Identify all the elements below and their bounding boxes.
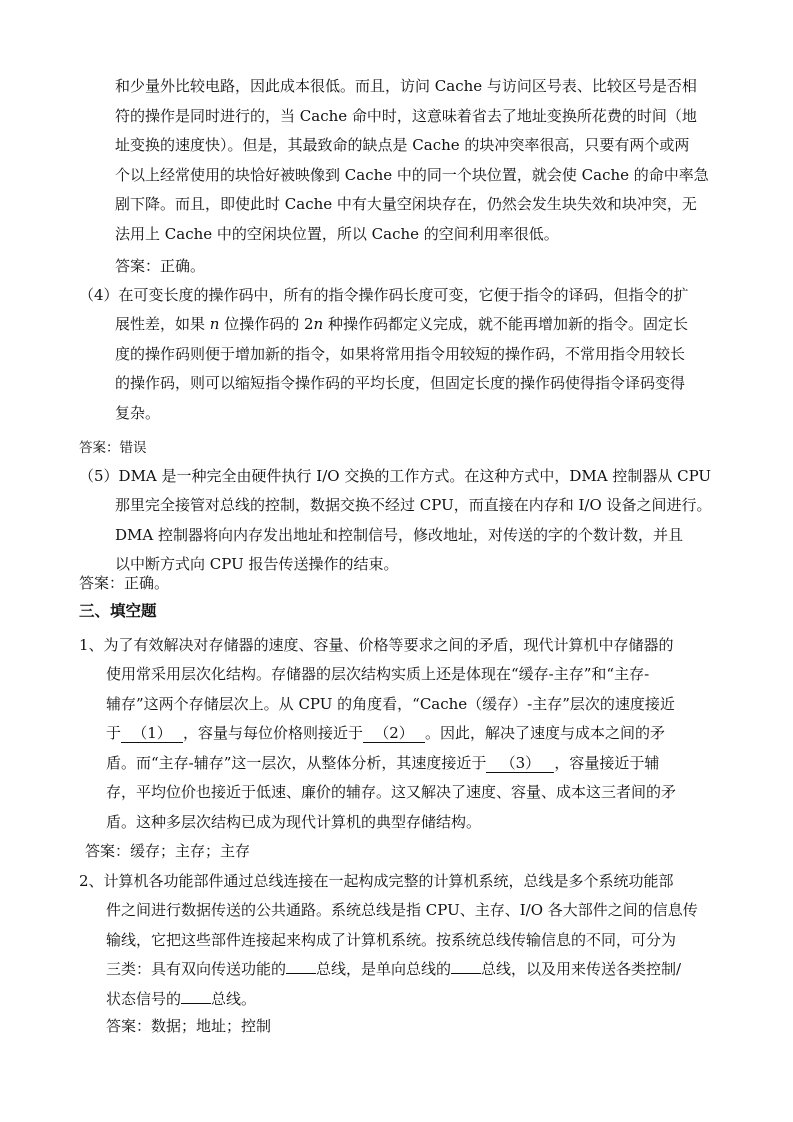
fill-question-1-body — [106, 660, 676, 837]
blank-bus-3 — [181, 1003, 211, 1004]
text-line: 输线，它把这些部件连接起来构成了计算机系统。按系统总线传输信息的不同，可分为 — [106, 930, 677, 949]
section-heading-fill-in: 三、填空题 — [79, 601, 157, 620]
text-line: 2、计算机各功能部件通过总线连接在一起构成完整的计算机系统，总线是多个系统功能部 — [79, 872, 674, 890]
answer-5: 答案：正确。 — [79, 574, 170, 592]
text-line: 和少量外比较电路，因此成本很低。而且，访问 Cache 与访问区号表、比较区号是否相 — [115, 77, 697, 95]
text-line: 度的操作码则便于增加新的指令，如果将常用指令用较短的操作码，不常用指令用较长 — [115, 344, 686, 363]
text-line: 那里完全接管对总线的控制，数据交换不经过 CPU，而直接在内存和 I/O 设备之间进行。 — [115, 496, 712, 514]
blank-1: （1） — [121, 724, 183, 743]
text-line: 三类：具有双向传送功能的 总线，是单向总线的 总线，以及用来传送各类控制/ — [106, 960, 682, 978]
text-line: 盾。而“主存-辅存”这一层次，从整体分析，其速度接近于 （3） ，容量接近于辅 — [106, 753, 660, 772]
text-line: 存，平均位价也接近于低速、廉价的辅存。这又解决了速度、容量、成本这三者间的矛 — [106, 783, 677, 801]
fill-answer-1: 答案：缓存；主存；主存 — [85, 842, 251, 860]
text-line: （5）DMA 是一种完全由硬件执行 I/O 交换的工作方式。在这种方式中，DMA 控制器从 CPU — [79, 467, 712, 485]
text-line: DMA 控制器将向内存发出地址和控制信号，修改地址，对传送的字的个数计数，并且 — [115, 525, 683, 544]
fill-answer-2: 答案：数据；地址；控制 — [106, 1017, 272, 1035]
text-line: 于 （1） ，容量与每位价格则接近于 （2） 。因此，解决了速度与成本之间的矛 — [106, 724, 666, 742]
answer-4: 答案：错误 — [79, 440, 147, 456]
text-line: 个以上经常使用的块恰好被映像到 Cache 中的同一个块位置，就会使 Cache 的命中率急 — [115, 165, 709, 184]
text-line: 使用常采用层次化结构。存储器的层次结构实质上还是体现在“缓存-主存”和“主存- — [106, 665, 650, 683]
question-4-body — [115, 310, 688, 428]
blank-2: （2） — [363, 724, 425, 743]
fill-question-2 — [79, 867, 674, 897]
text-line: 展性差，如果 n 位操作码的 2n 种操作码都定义完成，就不能再增加新的指令。固定长 — [115, 315, 688, 333]
blank-3: （3） — [486, 754, 554, 773]
text-line: 符的操作是同时进行的，当 Cache 命中时，这意味着省去了地址变换所花费的时间（地 — [115, 106, 697, 125]
text-line: 址变换的速度快）。但是，其最致命的缺点是 Cache 的块冲突率很高，只要有两个或两 — [115, 136, 690, 154]
blank-bus-1 — [286, 973, 316, 974]
text-line: （4）在可变长度的操作码中，所有的指令操作码长度可变，它便于指令的译码，但指令的扩 — [79, 286, 689, 304]
paragraph-cache-continuation — [115, 72, 709, 249]
text-line: 1、为了有效解决对存储器的速度、容量、价格等要求之间的矛盾，现代计算机中存储器的 — [79, 636, 674, 654]
text-line: 复杂。 — [115, 403, 161, 422]
text-line: 以中断方式向 CPU 报告传送操作的结束。 — [115, 555, 399, 573]
blank-bus-2 — [451, 973, 481, 974]
text-line: 件之间进行数据传送的公共通路。系统总线是指 CPU、主存、I/O 各大部件之间的信息传 — [106, 901, 698, 919]
question-5-body — [115, 491, 712, 580]
fill-question-2-body — [106, 896, 698, 1014]
text-line: 盾。这种多层次结构已成为现代计算机的典型存储结构。 — [106, 812, 482, 831]
text-line: 状态信号的 总线。 — [106, 989, 257, 1008]
answer-3: 答案：正确。 — [115, 257, 206, 275]
text-line: 法用上 Cache 中的空闲块位置，所以 Cache 的空间利用率很低。 — [115, 224, 559, 243]
text-line: 剧下降。而且，即使此时 Cache 中有大量空闲块存在，仍然会发生块失效和块冲突，无 — [115, 195, 697, 213]
question-4 — [79, 281, 689, 311]
question-5 — [79, 462, 711, 492]
text-line: 辅存”这两个存储层次上。从 CPU 的角度看，“Cache（缓存）-主存”层次的速度接近 — [106, 694, 675, 713]
fill-question-1 — [79, 631, 674, 661]
text-line: 的操作码，则可以缩短指令操作码的平均长度，但固定长度的操作码使得指令译码变得 — [115, 374, 686, 392]
